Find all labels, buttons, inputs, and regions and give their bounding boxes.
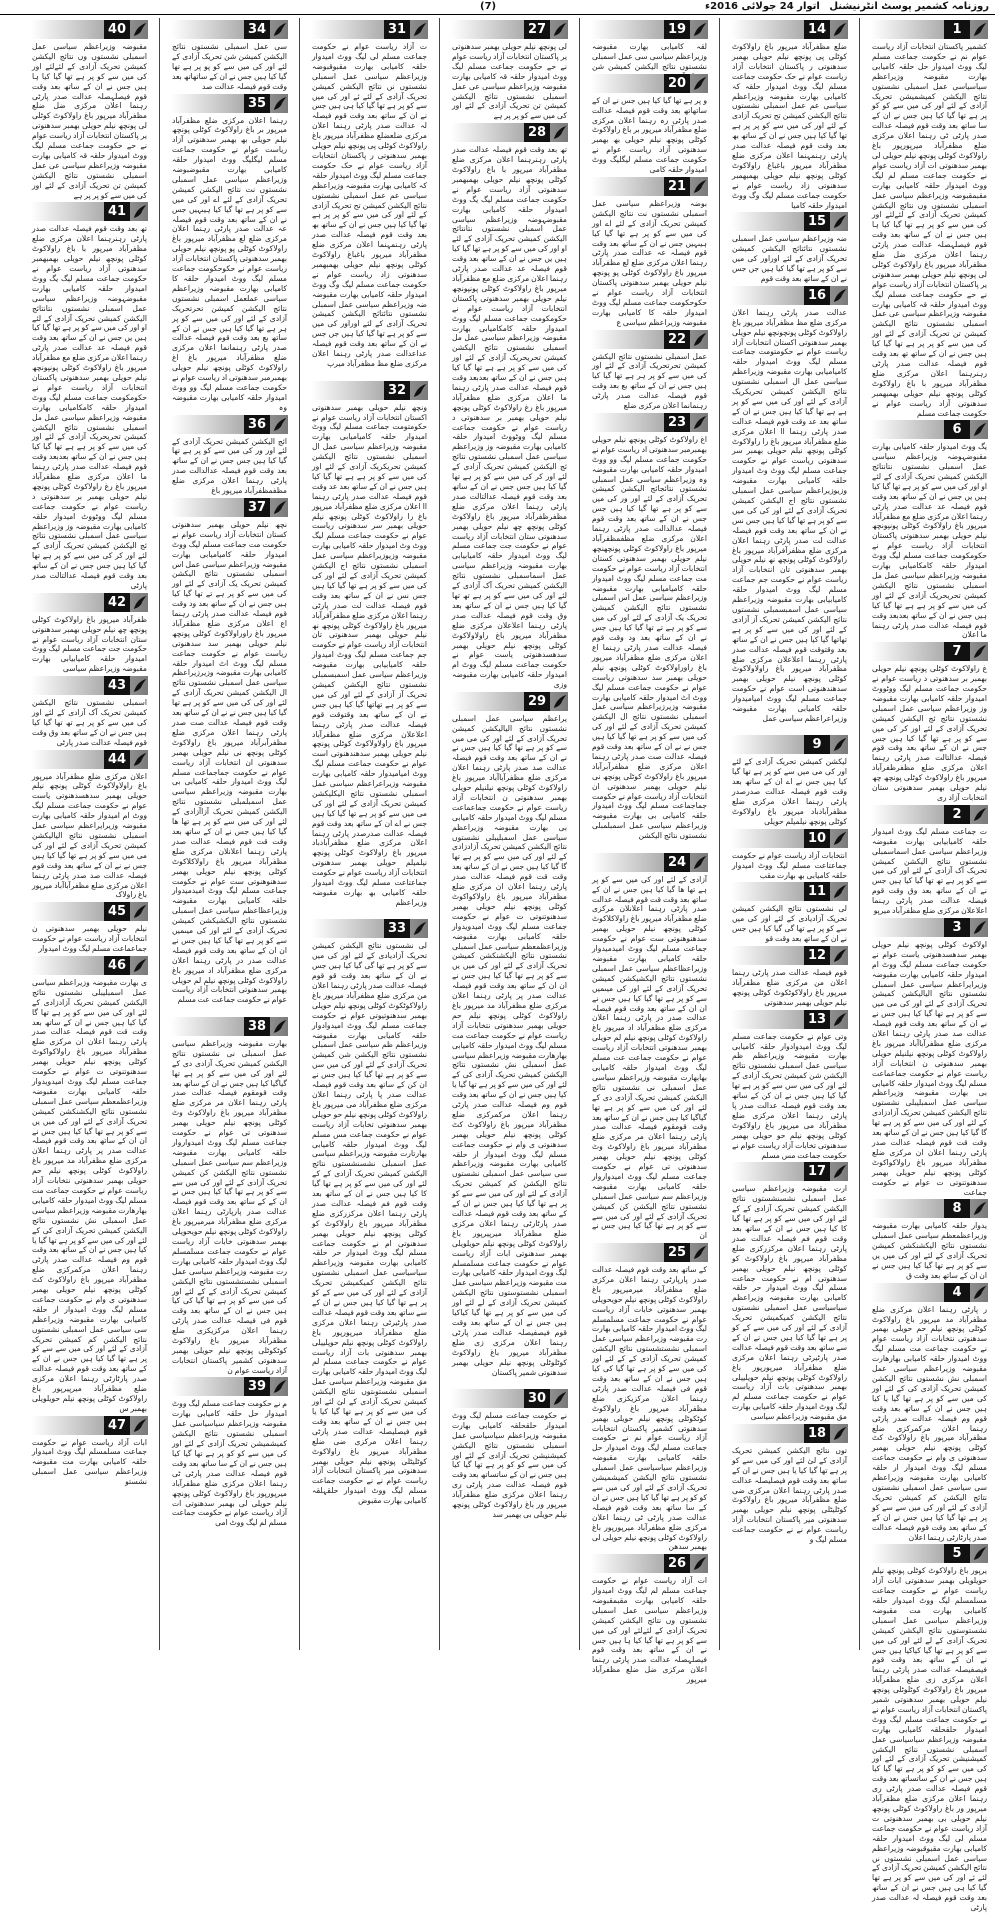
- masthead: [705, 0, 989, 14]
- article-heading-bar: [871, 20, 988, 39]
- news-article: [731, 1010, 848, 1161]
- article-number: 19: [664, 20, 690, 39]
- fern-leaf-icon: [132, 204, 147, 219]
- article-body: م نے حکومت جماعت مسلم لیگ ووٹ امیدوار حل حلقہ کامیابی بھارت مقبوضہ وزیراعظم سیاسیاسی عمل اسمبلی نشستوں نتائج الیکشن کمیشمیشن تحریک آزادی کے لئے اور کی میں سے کو کو پر ہے تھا گیا کیا ہیں جس نے ان کے سا ساتھ بعد وقت قوم فیصلہ عدالت صدر پارٹی ٹی رہنما اعلان مرکزی ضلع مظفرآباد میرپورپور باغ راولاکوٹ کوٹلی پونچھ نیلم حویلی لی بھمبر سدھنوتی ات آزاد ریاست عوام نے حکومت جماعت مسلم لم لیگ ووٹ امی: [172, 1399, 287, 1528]
- article-heading-bar: [171, 498, 288, 517]
- fern-leaf-icon: [692, 1556, 707, 1571]
- news-article: [731, 946, 848, 1008]
- news-article: [871, 1544, 988, 1913]
- article-body: نے حکومت جماعت مسلم لیگ ووٹ امیدوار حلقحلقہ کامیابی بھارت مقبوضہ وزیراعظم سیاسیاسی عمل اسمبلی نشستوں نتائج الیکشن کمیشنیشن تحریک آزادی کے لئے اور کی میں سے کو کو پر ہے تھا گیا کیا ہیں جس نے ان کے ساتساتھ بعد وقت قوم فیصلہ عدالت صدر پارٹی ری رہنما اعلان مرکزی ضلع مظفرآباد میرپور ور باغ راولاکوٹ کوٹلی پونچھ نیلم حویلی بی بھمبر سد: [452, 1410, 567, 1519]
- news-article: [871, 805, 988, 916]
- news-article: [731, 212, 848, 284]
- fern-leaf-icon: [272, 500, 287, 515]
- article-body: ونچھ نیلم حویلی بھمبر سدھنوتی اکستان انتخابات آزاد ریاست عوام نے حکومتومت جماعت مسلم لیگ ووٹ امیدوار حلقہ کامیامیابی بھارت مقبوضہ وزیراعظم سیاسی عمل ال اسمبلی نشستوں نتائج الیکشن کمیشن تحریکریک آزادی کے لئے اور کی میں سے کو پر ہے ہے تھا گیا کیا ہیں جس نے ان کے ساتھ بعد عد وقت قوم فیصلہ عدالت صدر پارٹی رہنما اا اعلان مرکزی ضلع مظفرآباد میرپور باغ را راولاکوٹ کوٹلی پونچھ نیلم حویلی بھمبر سر سدھنوتی ریاست عوام نے حکومت جماعت مسلم لیگ ووٹ وٹ امیدوار حلقہ کامیابی بھارت مقبوضہ وزیوزیراعظم سیاسی عمل اسمبلی نشستوں نتائج اج الیکشن کمیشن تحریک آزادی کے لئے اور کی کی میں سے کو پر ہے تھا گیا کیا ہیں جس نس نے ان کے ساتھ بعد وقت قوم فیصلہ عدالت لت صدر پارٹی رہنما اعلان مرکزی ضلع مظفرآفرآباد میرپور باغ راولاکوٹ کوٹلی پونچھ نھ نیلم حویلی بھمبر سدھنوتی تان انتخابات آزاد ریاست عوام نے حکومت جم جماعت مسلم لیگ ووٹ امیدوار حلقہ کامیابیابی بھارت مقبوضہ وزیراعظم سیاسی عمل اسمبسمبلی نشستوں نتائج الیکشن کمیشن تحریک آز آزادی کے لئے اور کی میں سے کو پر ہے تھاتھا گیا کیا ہیں جس نے ان کے ساتھ بعد وقتوقت قوم فیصلہ عدالت صدر پارٹی رہنما اعلاعلان مرکزی ضلع مظفرآباد میرپور باغ راولاولاکوٹ کوٹلی پونچھ نیلم حویلی بھمبر سدھندھنوتی است عوام نے حکومت جماعت مسلم لیگ ووٹ امیامیدوار حلقہ کامیابی بھارت مقبوضہ وزیراعراعظم سیاسی عمل اسمبلی نشستوں نتائج الیکلیکشن کمیشن تحریک آزادی کے لئے اور کی می میں سے کو پر ہے تھا گیا کیا ہیں جس نے اے ان کے ساتھ بعد وقت قوم فیصلہ عدالت صدرصدر پارٹی رہنما اعلان مرکزی ضلع مظفرآبادباد میرپور باغ راولاکوٹ کوٹلی پونچھ نیلمیلم حویلی بھمبر سدھنوتی انتخابات آزاد ریاست عوام نے حکومت جماعتاعت مسلم لیگ ووٹ امیدوار حلقہ کامیابی بھ بھارت مقبوضہ وزیراعظم: [312, 402, 427, 907]
- article-heading-bar: [451, 123, 568, 142]
- article-number: 33: [384, 919, 410, 938]
- article-heading-bar: [31, 902, 148, 921]
- news-article: [731, 20, 848, 210]
- article-number: 8: [944, 1199, 970, 1218]
- article-number: 7: [944, 642, 970, 661]
- fern-leaf-icon: [692, 22, 707, 37]
- article-number: 27: [524, 20, 550, 39]
- news-article: [171, 94, 288, 413]
- article-body: ت جماعت مسلم لیگ ووٹ امیدوار حلقہ کامیابیابی بھارت مقبوضہ وزیراعظم سیاسی عمل اسماسمبلی نشستوں نتائج الیکشن کمیشن تحریک آک آزادی کے لئے اور کی میں سے کو پر ہے تھ تھا گیا کیا ہیں جس نے ان کے ساتھ بعد وق وقت قوم فیصلہ عدالت صدر پارٹی رہنما اعلاعلان مرکزی ضلع مظفرآباد میرپو: [872, 826, 987, 916]
- fern-leaf-icon: [832, 22, 847, 37]
- fern-leaf-icon: [832, 1426, 847, 1441]
- news-article: [591, 853, 708, 1241]
- article-heading-bar: [171, 94, 288, 113]
- fern-leaf-icon: [972, 1201, 987, 1216]
- article-heading-bar: [31, 750, 148, 769]
- news-article: [871, 642, 988, 803]
- issue-date: اتوار 24 جولائی 2016ء: [705, 1, 820, 12]
- article-body: ر پارٹی رہنما اعلان مرکزی ضلع مظفرآباد مد میرپور باغ راولاکوٹ کوٹلی پونچھ نیلم حم حویلی بھمبر سدھنوتی نتخابات آزاد ریاست عوام نے حکومت جماعت مت مسلم لیگ ووٹ امیدوار حلقہ کامیابی بھارھارت مقبوضہ وزیراعظم سیاسی عمل اسمبلی نش نشستوں نتائج الیکشن کمیشن تحریک آزادی کی کے لئے اور کی میں سے کو پر ہے تھا گیا یا کیا ہیں جس نے ان کے ساتھ بعد وقت قوم وم فیصلہ عدالت صدر پارٹی رہنما اعلان مرکمرکزی ضلع مظفرآباد میرپور باغ راولاکوٹ کٹ کوٹلی پونچھ نیلم حویلی بھمبر سدھنوتی ی وام نے حکومت جماعت مسلم لیگ ووٹ امیدوار ار حلقہ کامیابی بھارت مقبوضہ وزیراعظم سی سیاسی عمل اسمبلی نشستوں نتائج الیکشن کم کمیشن تحریک آزادی کے لئے اور کی میں سے سے کو پر ہے تھا گیا کیا ہیں جس نے ان کے کے ساتھ بعد وقت قوم فیصلہ عدالت صدر پارٹارٹی رہنما اعلان: [872, 1304, 987, 1542]
- fern-leaf-icon: [972, 1285, 987, 1300]
- fern-leaf-icon: [272, 22, 287, 37]
- news-article: [591, 74, 708, 175]
- article-heading-bar: [731, 946, 848, 965]
- fern-leaf-icon: [692, 76, 707, 91]
- news-article: [871, 20, 988, 418]
- article-body: ت آزاد ریاست عوام نے حکومت جماعت مسلم لی لیگ ووٹ امیدوار حلقہ کامیابی بھارت مقبوقبوضہ وزیراعظم سیاسی عمل اسمبلی نشستوں نں نتائج الیکشن کمیشن تحریک آزادی کے لئے ئے اور کی میں سے کو پر ہے تھا گیا کیا ہی ہیں جس نے ان کے ساتھ بعد وقت قوم فیصلہ لہ عدالت صدر پارٹی رہنما اعلان مرکزی ضلعضلع مظفرآباد میرپور باغ راولاکوٹ کوٹلی پی پونچھ نیلم حویلی بھمبر سدھنوتی ر پاکستان انتخابات آزاد ریاست عوام نے حک حکومت جماعت مسلم لیگ ووٹ امیدوار حلقہ کہ کامیابی بھارت مقبوضہ وزیراعظم سیاسی عم عمل اسمبلی نشستوں نتائج الیکشن کمیشن تح تحریک آزادی کے لئے اور کی میں سے کو پر پر ہے تھا گیا کیا ہیں جس نے ان کے ساتھ بھ بعد وقت قوم فیصلہ عدالت صدر پارٹی رہنمہنما اعلان مرکزی ضلع مظفرآباد میرپور باغباغ راولاکوٹ کوٹلی پونچھ نیلم حویلی بھمبھمبر سدھنوتی زاد ریاست عوام نے حکومت جماعت مسلم لیگ وگ ووٹ امیدوار حلقہ کامیابی بھارت مقبوضہ ضہ وزیراعظم سیاسی عمل اسمبلی نشستوں نتائتائج الیکشن کمیشن تحریک آزادی کے لئے اوراور کی میں سے کو پر ہے تھا گیا کیا ہیں جں جس نے ان کے ساتھ بعد وقت قوم فیصلہ عداعدالت صدر پارٹی رہنما اعلان مرکزی ضلع مظ مظفرآباد میرپ: [312, 42, 427, 368]
- fern-leaf-icon: [552, 125, 567, 140]
- article-heading-bar: [731, 286, 848, 305]
- article-number: 26: [664, 1554, 690, 1573]
- article-number: 37: [244, 498, 270, 517]
- article-number: 32: [384, 381, 410, 400]
- news-column: [591, 18, 708, 1685]
- article-number: 43: [104, 676, 130, 695]
- article-number: 34: [244, 20, 270, 39]
- article-body: ابات آزاد ریاست عوام نے حکومت جماعت مسلمسلم لیگ ووٹ امیدوار حلقہ کامیابی بھارت مت مقبوضہ وزیراعظم سیاسی عمل اسمبلی نشستو: [32, 1437, 147, 1487]
- fern-leaf-icon: [552, 694, 567, 709]
- news-article: [591, 413, 708, 851]
- fern-leaf-icon: [972, 807, 987, 822]
- article-body: آزادی کے لئے اور کی میں سے کو پر ہے تھا ھا گیا کیا ہیں جس نے ان کے ساتھ بعد وقت قت قوم فیصلہ عدالت صدر پارٹی رہنما اعلانلان مرکزی ضلع مظفرآباد میرپور باغ راولاکلاکوٹ کوٹلی پونچھ نیلم حویلی بھمبر سدھنوھنوتی ست عوام نے حکومت جماعت مسلم لیگ ووٹ امیدمیدوار حلقہ کامیابی بھارت مقبوضہ وزیراعظاعظم سیاسی عمل اسمبلی نشستوں نتائج الیکشیکشن کمیشن تحریک آزادی کے لئے اور کی میںمیں سے کو پر ہے تھا گیا کیا ہیں جس نے ان ان کے ساتھ بعد وقت قوم فیصلہ عدالت صدر در پارٹی رہنما اعلان مرکزی ضلع مظفرآباد اد میرپور باغ راولاکوٹ کوٹلی پونچھ نیلم لم حویلی بھمبر سدھنوتی انتخابات آزاد ریاست عوام نے حکومت جماعت عت مسلم لیگ ووٹ امیدوار حلقہ کامیابی بھابھارت مقبوضہ وزیراعظم سیاسی عمل اسمبلی نی نشستوں نتائج الیکشن کمیشن تحریک آزادی دی کے لئے اور کی میں سے کو پر ہے تھا گیاگیا کیا ہیں جس نے ان کے ساتھ بعد وقت قومقوم فیصلہ عدالت صدر پارٹی رہنما اعلان مر مرکزی ضلع مظفرآباد میرپور باغ راولاکوٹ وٹ کوٹلی پونچھ نیلم حویلی بھمبر سدھنوتی تی عوام نے حکومت جماعت مسلم لیگ ووٹ امیدواروار حلقہ کامیابی بھارت مقبوضہ وزیراعظم سم سیاسی عمل اسمبلی نشستوں نتائج الیکشن کن کمیشن تحریک آزادی کے لئے اور کی میں سے سے کو پر ہے تھا گیا کیا ہیں جس نے ان: [592, 874, 707, 1241]
- article-body: نچھ نیلم حویلی بھمبر سدھنوتی کستان انتخابات آزاد ریاست عوام نے حکومت مت جماعت مسلم لیگ ووٹ امیدوار حلقہ کامیامیابی بھارت مقبوضہ وزیراعظم سیاسی عمل اس اسمبلی نشستوں نتائج الیکشن کمیشن تحریک یک آزادی کے لئے اور کی میں سے کو پر ہے تے تھا گیا کیا ہیں جس نے ان کے ساتھ بعد ود وقت قوم فیصلہ عدالت صدر پارٹی رہنما اع اعلان مرکزی ضلع مظفرآباد میرپور باغ راوراولاکوٹ کوٹلی پونچھ نیلم حویلی بھمبر سد سدھنوتی ریاست عوام نے حکومت جماعت مسلم لیگ ووٹ اٹ امیدوار حلقہ کامیابی بھارت مقبوضہ وزیرزیراعظم سیاسی عمل اسمبلی نشستوں نتائج ال الیکشن کمیشن تحریک آزادی کے لئے اور کی کی میں سے کو پر ہے تھا گیا کیا ہیں جس نے نے ان کے ساتھ بعد وقت قوم فیصلہ عدالت صت صدر پارٹی رہنما اعلان مرکزی ضلع مظفرآبرآباد میرپور باغ راولاکوٹ کوٹلی پونچھ نی نیلم حویلی بھمبر سدھنوتی ان انتخابات آزاد ریاست عوام نے حکومت جماجماعت مسلم لیگ ووٹ امیدوار حلقہ کامیابی بی بھارت مقبوضہ وزیراعظم سیاسی عمل اسمبلمبلی نشستوں نتائج الیکشن کمیشن تحریک آزاآزادی کے لئے اور کی میں سے کو پر ہے تھا ھا گیا کیا ہیں جس نے ان کے ساتھ بعد وقت قت قوم فیصلہ عدالت صدر پارٹی رہنما اعلانلان مرکزی ضلع مظفرآباد میرپور باغ راولاکلاکوٹ کوٹلی پونچھ نیلم حویلی بھمبر سدھنوھنوتی ست عوام نے حکومت جماعت مسلم لیگ ووٹ امیدمیدوار حلقہ کامیابی بھارت مقبوضہ وزیراعظاعظم سیاسی عمل اسمبلی نشستوں نتائج الیکشیکشن کمیشن تحریک آزادی کے لئے اور کی میںمیں سے کو پر ہے تھا گیا کیا ہیں جس نے ان ان کے ساتھ بعد وقت قوم فیصلہ عدالت صدر در پارٹی رہنما اعلان مرکزی ضلع مظفرآباد اد میرپور باغ راولاکوٹ کوٹلی پونچھ نیلم لم حویلی بھمبر سدھنوتی انتخابات آزاد ریاست عوام نے حکومت جماعت عت مسلم: [172, 519, 287, 1005]
- news-article: [31, 593, 148, 674]
- paper-name: روزنامہ کشمیر پوسٹ انٹرنیشنل: [829, 1, 989, 12]
- article-body: سی عمل اسمبلی نشستوں نتائج الیکشن کمیشن شن تحریک آزادی کے لئے اور کی میں سے کو پو پر ہے تھا گیا کیا ہیں جس نے ان کے ساتھاتھ بعد وقت قوم فیصلہ عدالت صد: [172, 42, 287, 91]
- fern-leaf-icon: [972, 22, 987, 37]
- article-number: 21: [664, 177, 690, 196]
- article-number: 35: [244, 94, 270, 113]
- column-rule: [159, 18, 160, 1650]
- article-number: 45: [104, 902, 130, 921]
- article-number: 31: [384, 20, 410, 39]
- news-article: [591, 330, 708, 411]
- article-body: لی نشستوں نتائج الیکشن کمیشن تحریک آزادیادی کے لئے اور کی میں سے کو پر ہے تھا گی گیا کیا ہیں جس نے ان کے ساتھ بعد وقت قو: [732, 904, 847, 944]
- column-rule: [579, 18, 580, 1650]
- article-number: 10: [804, 829, 830, 848]
- article-heading-bar: [591, 330, 708, 349]
- article-heading-bar: [31, 956, 148, 975]
- news-article: [171, 415, 288, 496]
- article-body: تھ بعد وقت قوم فیصلہ عدالت صدر پارٹی رہنرہنما اعلان مرکزی ضلع مظفرآباد میرپور با باغ راولاکوٹ کوٹلی پونچھ نیلم حویلی بھمبھمبر سدھنوتی آزاد ریاست عوام نے حکومت جماعت مسلم لیگ یگ ووٹ امیدوار حلقہ کامیابی بھارت مقبوضہوضہ وزیراعظم سیاسی عمل اسمبلی نشستوں نتانتائج الیکشن کمیشن تحریک آزادی کے لئے او اور کی میں سے کو پر ہے تھا گیا کیا ہیں یں جس نے ان کے ساتھ بعد وقت قوم فیصلہ عد عدالت صدر پارٹی رہنما اعلان مرکزی ضلع مع مظفرآباد میرپور باغ راولاکوٹ کوٹلی پونپونچھ نیلم حویلی بھمبر سدھنوتی پاکستان انتخابات آزاد ریاست عوام نے حکومکومت جماعت مسلم لیگ ووٹ امیدوار حلقہ کامکامیابی بھارت مقبوضہ وزیراعظم سیاسی عمل مل اسمبلی نشستوں نتائج الیکشن کمیشن تحریحریک آزادی کے لئے اور کی میں سے کو پر ہے ہے تھا گیا کیا ہیں جس نے ان کے ساتھ بعدبعد وقت قوم فیصلہ عدالت صدر پارٹی رہنما ما اعلان مرکزی ضلع مظفرآباد میرپور باغ رغ راولاکوٹ کوٹلی پونچھ نیلم حویلی بھمبر بر سدھنوتی د ریاست عوام نے حکومت جماعت مسلم لیگ ووٹووٹ امیدوار حلقہ کامیابی بھارت مقبوضہ وز وزیراعظم سیاسی عمل اسمبلی نشستوں نتائج ئج الیکشن کمیشن تحریک آزادی کے لئے اور کر کی میں سے کو پر ہے تھا گیا کیا ہیں جس جس نے ان کے ساتھ بعد وقت قوم فیصلہ عدالتالت صدر پارٹی رہنما اعلان مرکزی ضلع مظفرظفرآباد میرپور باغ راولاکوٹ کوٹلی پونچھ چھ نیلم حویلی بھمبر سدھنوتی ستان انتخابات آزاد ریاست عوام نے حکومت جت جماعت مسلم لیگ ووٹ امیدوار حلقہ کامیابیابی بھارت مقبوضہ وزیراعظم سیاسی عمل اسماسمبلی نشستوں نتائج الیکشن کمیشن تحریک آک آزادی کے لئے اور کی میں سے کو پر ہے تھ تھا گیا کیا ہیں جس نے ان کے ساتھ بعد وق وقت قوم فیصلہ عدالت صدر پارٹی رہنما اعلاعلان مرکزی ضلع مظفرآباد میرپور باغ راولاولاکوٹ کوٹلی پونچھ نیلم حویلی بھمبر سدھسدھنوتی یاست عوام نے حکومت جماعت مسلم لیگ ووٹ ام امیدوار حلقہ کامیابی بھارت مقبوضہ وزی: [452, 145, 567, 690]
- fern-leaf-icon: [272, 1019, 287, 1034]
- article-number: 42: [104, 593, 130, 612]
- article-heading-bar: [31, 20, 148, 39]
- news-column: [311, 18, 428, 1648]
- fern-leaf-icon: [832, 214, 847, 229]
- news-article: [731, 735, 848, 826]
- column-rule: [719, 18, 720, 1650]
- article-body: لیکشن کمیشن تحریک آزادی کے لئے اور کی می میں سے کو پر ہے تھا گیا کیا ہیں جس نے اے ان کے ساتھ بعد وقت قوم فیصلہ عدالت صدرصدر پارٹی رہنما اعلان مرکزی ضلع مظفرآبادباد میرپور باغ راولاکوٹ کوٹلی پونچھ نیلمیلم حویلی: [732, 757, 847, 826]
- article-heading-bar: [871, 420, 988, 439]
- news-article: [731, 829, 848, 881]
- news-article: [451, 692, 568, 1387]
- article-body: ظفرآباد میرپور باغ راولاکوٹ کوٹلی پونچھ چھ نیلم حویلی بھمبر سدھنوتی ستان انتخابات آزاد ریاست عوام نے حکومت جت جماعت مسلم لیگ ووٹ امیدوار حلقہ کامیابیابی بھارت مقبوضہ وزیراعظم سیاسی: [32, 614, 147, 674]
- article-number: 16: [804, 286, 830, 305]
- article-heading-bar: [731, 20, 848, 39]
- news-column: [171, 18, 288, 1648]
- article-body: اغ راولاکوٹ کوٹلی پونچھ نیلم حویلی بھمبرمبر سدھنوتی اد ریاست عوام نے حکومت جماعت مسلم لیگ وو ووٹ امیدوار حلقہ کامیابی بھارت مقبوضہ وہ وزیراعظم سیاسی عمل اسمبلی نشستوں نتائجائج الیکشن کمیشن تحریک آزادی کے لئے اور ور کی میں سے کو پر ہے تھا گیا کیا ہیں جس جس نے ان کے ساتھ بعد وقت قوم فیصلہ عدالدالت صدر پارٹی رہنما اعلان مرکزی ضلع مظفمظفرآباد میرپور باغ راولاکوٹ کوٹلی پونچھنچھ نیلم حویلی بھمبر سدھنوتی کستان انتخابات آزاد ریاست عوام نے حکومت مت جماعت مسلم لیگ ووٹ امیدوار حلقہ کامیامیابی بھارت مقبوضہ وزیراعظم سیاسی عمل اس اسمبلی نشستوں نتائج الیکشن کمیشن تحریک یک آزادی کے لئے اور کی میں سے کو پر ہے تے تھا گیا کیا ہیں جس نے ان کے ساتھ بعد ود وقت قوم فیصلہ عدالت صدر پارٹی رہنما اع اعلان مرکزی ضلع مظفرآباد میرپور باغ راوراولاکوٹ کوٹلی پونچھ نیلم حویلی بھمبر سد سدھنوتی ریاست عوام نے حکومت جماعت مسلم لیگ ووٹ اٹ امیدوار حلقہ کامیابی بھارت مقبوضہ وزیرزیراعظم سیاسی عمل اسمبلی نشستوں نتائج ال الیکشن کمیشن تحریک آزادی کے لئے اور کی کی میں سے کو پر ہے تھا گیا کیا ہیں جس نے نے ان کے ساتھ بعد وقت قوم فیصلہ عدالت صت صدر پارٹی رہنما اعلان مرکزی ضلع مظفرآبرآباد میرپور باغ راولاکوٹ کوٹلی پونچھ نی نیلم حویلی بھمبر سدھنوتی ان انتخابات آزاد ریاست عوام نے حکومت جماجماعت مسلم لیگ ووٹ امیدوار حلقہ کامیابی بی بھارت مقبوضہ وزیراعظم سیاسی عمل اسمبلمبلی نشستوں نتائج الیکشن: [592, 434, 707, 841]
- article-heading-bar: [731, 212, 848, 231]
- article-body: اولاکوٹ کوٹلی پونچھ نیلم حویلی بھمبر سدھسدھنوتی یاست عوام نے حکومت جماعت مسلم لیگ ووٹ ام امیدوار حلقہ کامیابی بھارت مقبوضہ وزیرایراعظم سیاسی عمل اسمبلی نشستوں نتائج الیالیکشن کمیشن تحریک آزادی کے لئے اور کی می میں سے کو پر ہے تھا گیا کیا ہیں جس نے نے ان کے ساتھ بعد وقت قوم فیصلہ عدالت صد صدر پارٹی رہنما اعلان مرکزی ضلع مظفرآباآباد میرپور باغ راولاکوٹ کوٹلی پونچھ نیلنیلم حویلی بھمبر سدھنوتی ن انتخابات آزاد ریاست عوام نے حکومت جماعماعت مسلم لیگ ووٹ امیدوار حلقہ کامیابی بی بھارت مقبوضہ وزیراعظم سیاسی عمل اسمبلیبلی نشستوں نتائج الیکشن کمیشن تحریک آزادزادی کے لئے اور کی میں سے کو پر ہے تھا گا گیا کیا ہیں جس نے ان کے ساتھ بعد وقت قت قوم فیصلہ عدالت صدر پارٹی رہنما اعلان ان مرکزی ضلع مظفرآباد میرپور باغ راولاکواکوٹ کوٹلی پونچھ نیلم حویلی بھمبر سدھنوتنوتی ت عوام نے حکومت جماعت: [872, 939, 987, 1197]
- news-article: [871, 420, 988, 640]
- fern-leaf-icon: [972, 422, 987, 437]
- fern-leaf-icon: [132, 22, 147, 37]
- fern-leaf-icon: [692, 332, 707, 347]
- article-heading-bar: [311, 20, 428, 39]
- news-article: [31, 902, 148, 954]
- article-body: انتخابات آزاد ریاست عوام نے حکومت جماعتاعت مسلم لیگ ووٹ امیدوار حلقہ کامیابی بھ بھارت مقب: [732, 850, 847, 880]
- article-heading-bar: [451, 1389, 568, 1408]
- article-heading-bar: [731, 1010, 848, 1029]
- news-article: [171, 498, 288, 1015]
- article-number: 12: [804, 946, 830, 965]
- news-article: [311, 919, 428, 1515]
- article-heading-bar: [171, 415, 288, 434]
- article-body: لی نشستوں نتائج الیکشن کمیشن تحریک آزادیادی کے لئے اور کی میں سے کو پر ہے تھا گی گیا کیا ہیں جس نے ان کے ساتھ بعد وقت قو قوم فیصلہ عدالت صدر پارٹی رہنما اعلان من مرکزی ضلع مظفرآباد میرپور باغ راولاکوٹکوٹ کوٹلی پونچھ نیلم حویلی بھمبر سدھنوتیوتی عوام نے حکومت جماعت مسلم لیگ ووٹ امیدوادوار حلقہ کامیابی بھارت مقبوضہ وزیراعظم ظم سیاسی عمل اسمبلی نشستوں نتائج الیکشن شن کمیشن تحریک آزادی کے لئے اور کی میں سں سے کو پر ہے تھا گیا کیا ہیں جس نے ان کن کے ساتھ بعد وقت قوم فیصلہ عدالت صدر پا پارٹی رہنما اعلان مرکزی ضلع مظفرآباد می میرپور باغ راولاکوٹ کوٹلی پونچھ نیلم حو حویلی بھمبر سدھنوتی تخابات آزاد ریاست عوام نے حکومت جماعت مس مسلم لیگ ووٹ امیدوار حلقہ کامیابی بھارتارت مقبوضہ وزیراعظم سیاسی عمل اسمبلی نشسنشستوں نتائج الیکشن کمیشن تحریک آزادی کے کے لئے اور کی میں سے کو پر ہے تھا گیا کا کیا ہیں جس نے ان کے ساتھ بعد وقت قوم فم فیصلہ عدالت صدر پارٹی رہنما اعلان مرکزرکزی ضلع مظفرآباد میرپور باغ راولاکوٹ کو کوٹلی پونچھ نیلم حویلی بھمبر سدھنوتی ام نے حکومت جماعت مسلم لیگ ووٹ امیدوار حر حلقہ کامیابی بھارت مقبوضہ وزیراعظم سیاسیاسی عمل اسمبلی نشستوں نتائج الیکشن کمیکمیشن تحریک آزادی کے لئے اور کی میں سے کے کو پر ہے تھا گیا کیا ہیں جس نے ان کے سے ساتھ بعد وقت قوم فیصلہ عدالت صدر پارٹیرٹی رہنما اعلان مرکزی ضلع مظفرآباد میرپورپور باغ راولاکوٹ کوٹلی پونچھ نیلم حویلییلی بھمبر سدھنوتی بات آزاد ریاست عوام نے حکومت جماعت مسلم لم لیگ ووٹ امیدوار حلقہ کامیابی بھارت مق مقبوضہ وزیراعظم سیاسی عمل اسمبلی نشستوںتوں نتائج الیکشن کمیشن تحریک آزادی کے لئ لئے اور کی میں سے کو پر ہے تھا گیا کیا یا ہیں جس نے ان کے ساتھ بعد وقت قوم فیصلیصلہ عدالت صدر پارٹی رہنما اعلان مرکزی ضی ضلع مظفرآباد میرپور باغ راولاکوٹ کوٹلیٹلی پونچھ نیلم حویلی بھمبر سدھنوتی میر پاکستان انتخابات آزاد ریاست عوام نے نے حکومت جماعت مسلم لیگ ووٹ امیدوار حلقہلقہ کامیابی بھارت مقبوض: [312, 941, 427, 1506]
- article-heading-bar: [591, 74, 708, 93]
- article-heading-bar: [31, 202, 148, 221]
- news-article: [591, 20, 708, 72]
- article-number: 30: [524, 1389, 550, 1408]
- fern-leaf-icon: [692, 855, 707, 870]
- article-number: 13: [804, 1010, 830, 1029]
- article-number: 23: [664, 413, 690, 432]
- article-body: لقہ کامیابی بھارت مقبوضہ وزیراعظم سیاسی سی عمل اسمبلی نشستوں نتائج الیکشن کمیشن شن: [592, 42, 707, 71]
- article-heading-bar: [871, 918, 988, 937]
- article-number: 36: [244, 415, 270, 434]
- news-article: [311, 20, 428, 379]
- article-heading-bar: [871, 1544, 988, 1563]
- article-body: کشمیر پاکستان انتخابات آزاد ریاست عوام نم نے حکومت جماعت مسلم لیگ ووٹ امیدوار حل حلقہ کامیابی بھارت مقبوضہ وزیراعظم سیاسیاسی عمل اسمبلی نشستوں نتائج الیکشن کمیشمیشن تحریک آزادی کے لئے اور کی میں سے کو کو پر ہے تھا گیا کیا ہیں جس نے ان کے سا ساتھ بعد وقت قوم فیصلہ عدالت صدر پارٹی ٹی رہنما اعلان مرکزی ضلع مظفرآباد میرپورپور باغ راولاکوٹ کوٹلی پونچھ نیلم حویلی لی بھمبر سدھنوتی ات آزاد ریاست عوام نے حکومت جماعت مسلم لم لیگ ووٹ امیدوار حلقہ کامیابی بھارت مقبمقبوضہ وزیراعظم سیاسی عمل اسمبلی نشستوں وں نتائج الیکشن کمیشن تحریک آزادی کے لئےلئے اور کی میں سے کو پر ہے تھا گیا کیا ہا ہیں جس نے ان کے ساتھ بعد وقت قوم فیصلہصلہ عدالت صدر پارٹی رہنما اعلان مرکزی ضل ضلع مظفرآباد میرپور باغ راولاکوٹ کوٹلی لی پونچھ نیلم حویلی بھمبر سدھنوتی یر پاکستان انتخابات آزاد ریاست عوام نے حے حکومت جماعت مسلم لیگ ووٹ امیدوار حلقہ قہ کامیابی بھارت مقبوضہ وزیراعظم سیاسی عی عمل اسمبلی نشستوں نتائج الیکشن کمیشن تن تحریک آزادی کے لئے اور کی میں سے کو پر پر ہے تھا گیا کیا ہیں جس نے ان کے ساتھ تھ بعد وقت قوم فیصلہ عدالت صدر پارٹی رہنرہنما اعلان مرکزی ضلع مظفرآباد میرپور با باغ راولاکوٹ کوٹلی پونچھ نیلم حویلی بھمبھمبر سدھنوتی آزاد ریاست عوام نے حکومت جماعت مسلم: [872, 42, 987, 418]
- article-heading-bar: [451, 692, 568, 711]
- article-body: عدالت صدر پارٹی رہنما اعلان مرکزی ضلع مظ مظفرآباد میرپور باغ راولاکوٹ کوٹلی پونچونچھ نیلم حویلی بھمبر سدھنوتی اکستان انتخابات آزاد ریاست عوام نے حکومتومت جماعت مسلم لیگ ووٹ امیدوار حلقہ کامیامیابی بھارت مقبوضہ وزیراعظم سیاسی عمل ال اسمبلی نشستوں نتائج الیکشن کمیشن تحریکریک آزادی کے لئے اور کی میں سے کو پر ہے ہے تھا گیا کیا ہیں جس نے ان کے ساتھ بعد عد وقت قوم فیصلہ عدالت صدر پارٹی رہنما اا اعلان مرکزی ضلع مظفرآباد میرپور باغ را راولاکوٹ کوٹلی پونچھ نیلم حویلی بھمبر سر سدھنوتی ریاست عوام نے حکومت جماعت مسلم لیگ ووٹ وٹ امیدوار حلقہ کامیابی بھارت مقبوضہ وزیوزیراعظم سیاسی عمل اسمبلی نشستوں نتائج اج الیکشن کمیشن تحریک آزادی کے لئے اور کی کی میں سے کو پر ہے تھا گیا کیا ہیں جس نس نے ان کے ساتھ بعد وقت قوم فیصلہ عدالت لت صدر پارٹی رہنما اعلان مرکزی ضلع مظفرآفرآباد میرپور باغ راولاکوٹ کوٹلی پونچھ نھ نیلم حویلی بھمبر سدھنوتی تان انتخابات آزاد ریاست عوام نے حکومت جم جماعت مسلم لیگ ووٹ امیدوار حلقہ کامیابیابی بھارت مقبوضہ وزیراعظم سیاسی عمل اسمبسمبلی نشستوں نتائج الیکشن کمیشن تحریک آز آزادی کے لئے اور کی میں سے کو پر ہے تھاتھا گیا کیا ہیں جس نے ان کے ساتھ بعد وقتوقت قوم فیصلہ عدالت صدر پارٹی رہنما اعلاعلان مرکزی ضلع مظفرآباد میرپور باغ راولاولاکوٹ کوٹلی پونچھ نیلم حویلی بھمبر سدھندھنوتی است عوام نے حکومت جماعت مسلم لیگ ووٹ امیامیدوار حلقہ کامیابی بھارت مقبوضہ وزیراعراعظم سیاسی عمل: [732, 307, 847, 723]
- news-article: [451, 1389, 568, 1520]
- article-number: 18: [804, 1424, 830, 1443]
- article-heading-bar: [591, 413, 708, 432]
- article-heading-bar: [731, 829, 848, 848]
- article-number: 20: [664, 74, 690, 93]
- fern-leaf-icon: [272, 1379, 287, 1394]
- article-number: 22: [664, 330, 690, 349]
- column-rule: [299, 18, 300, 1650]
- news-article: [731, 1424, 848, 1545]
- article-number: 46: [104, 956, 130, 975]
- article-heading-bar: [311, 919, 428, 938]
- news-article: [311, 381, 428, 918]
- article-number: 14: [804, 20, 830, 39]
- article-heading-bar: [871, 642, 988, 661]
- article-body: رہنما اعلان مرکزی ضلع مظفرآباد میرپور بر باغ راولاکوٹ کوٹلی پونچھ نیلم حویلی بھ بھمبر سدھنوتی آزاد ریاست عوام نے حکومت جماعت مسلم لیگلیگ ووٹ امیدوار حلقہ کامیابی بھارت مقبوضبوضہ وزیراعظم سیاسی عمل اسمبلی نشستوں نت نتائج الیکشن کمیشن تحریک آزادی کے لئے اے اور کی میں سے کو پر ہے تھا گیا کیا ہیںہیں جس نے ان کے ساتھ بعد وقت قوم فیصلہ عہ عدالت صدر پارٹی رہنما اعلان مرکزی ضلع لع مظفرآباد میرپور باغ راولاکوٹ کوٹلی پو پونچھ نیلم حویلی بھمبر سدھنوتی پاکستان انتخابات آزاد ریاست عوام نے حکوحکومت جماعت مسلم لیگ ووٹ امیدوار حلقہ کا کامیابی بھارت مقبوضہ وزیراعظم سیاسی عملعمل اسمبلی نشستوں نتائج الیکشن کمیشن تحرتحریک آزادی کے لئے اور کی میں سے کو پر ہر ہے تھا گیا کیا ہیں جس نے ان کے ساتھ بع بعد وقت قوم فیصلہ عدالت صدر پارٹی رہنمانما اعلان مرکزی ضلع مظفرآباد میرپور باغ اغ راولاکوٹ کوٹلی پونچھ نیلم حویلی بھمبرمبر سدھنوتی اد ریاست عوام نے حکومت جماعت مسلم لیگ وو ووٹ امیدوار حلقہ کامیابی بھارت مقبوضہ وہ: [172, 115, 287, 412]
- fern-leaf-icon: [692, 415, 707, 430]
- article-heading-bar: [171, 20, 288, 39]
- article-heading-bar: [731, 735, 848, 754]
- article-heading-bar: [171, 1017, 288, 1036]
- news-article: [31, 20, 148, 200]
- news-article: [731, 882, 848, 944]
- news-article: [31, 956, 148, 1414]
- article-number: 15: [804, 212, 830, 231]
- article-number: 3: [944, 918, 970, 937]
- article-number: 4: [944, 1283, 970, 1302]
- article-heading-bar: [731, 882, 848, 901]
- fern-leaf-icon: [132, 958, 147, 973]
- article-number: 41: [104, 202, 130, 221]
- fern-leaf-icon: [412, 921, 427, 936]
- article-number: 2: [944, 805, 970, 824]
- fern-leaf-icon: [972, 920, 987, 935]
- fern-leaf-icon: [832, 1164, 847, 1179]
- article-heading-bar: [591, 853, 708, 872]
- article-number: 44: [104, 750, 130, 769]
- article-body: مقبوضہ وزیراعظم سیاسی عمل اسمبلی نشستوں وں نتائج الیکشن کمیشن تحریک آزادی کے لئےلئے اور کی میں سے کو پر ہے تھا گیا کیا ہا ہیں جس نے ان کے ساتھ بعد وقت قوم فیصلہصلہ عدالت صدر پارٹی رہنما اعلان مرکزی ضل ضلع مظفرآباد میرپور باغ راولاکوٹ کوٹلی لی پونچھ نیلم حویلی بھمبر سدھنوتی یر پاکستان انتخابات آزاد ریاست عوام نے حے حکومت جماعت مسلم لیگ ووٹ امیدوار حلقہ قہ کامیابی بھارت مقبوضہ وزیراعظم سیاسی عی عمل اسمبلی نشستوں نتائج الیکشن کمیشن تن تحریک آزادی کے لئے اور کی میں سے کو پر پر ہے: [32, 42, 147, 200]
- news-article: [871, 1199, 988, 1280]
- article-body: ات آزاد ریاست عوام نے حکومت جماعت مسلم لم لیگ ووٹ امیدوار حلقہ کامیابی بھارت مقبمقبوضہ وزیراعظم سیاسی عمل اسمبلی نشستوں وں نتائج الیکشن کمیشن تحریک آزادی کے لئےلئے اور کی میں سے کو پر ہے تھا گیا کیا ہا ہیں جس نے ان کے ساتھ بعد وقت قوم فیصلہصلہ عدالت صدر پارٹی رہنما اعلان مرکزی ضل ضلع مظفرآباد میرپور: [592, 1576, 707, 1685]
- fern-leaf-icon: [832, 288, 847, 303]
- fern-leaf-icon: [692, 1245, 707, 1260]
- article-heading-bar: [31, 1416, 148, 1435]
- article-heading-bar: [591, 20, 708, 39]
- fern-leaf-icon: [412, 22, 427, 37]
- article-heading-bar: [731, 1162, 848, 1181]
- article-body: یدوار حلقہ کامیابی بھارت مقبوضہ وزیراعظمعظم سیاسی عمل اسمبلی نشستوں نتائج الیکشنکشن کمیشن تحریک آزادی کے لئے اور کی میں یں سے کو پر ہے تھا گیا کیا ہیں جس نے ان ان کے ساتھ بعد وقت ق: [872, 1221, 987, 1280]
- news-article: [591, 1554, 708, 1685]
- article-body: یراعظم سیاسی عمل اسمبلی نشستوں نتائج الیالیکشن کمیشن تحریک آزادی کے لئے اور کی می میں سے کو پر ہے تھا گیا کیا ہیں جس نے نے ان کے ساتھ بعد وقت قوم فیصلہ عدالت صد صدر پارٹی رہنما اعلان مرکزی ضلع مظفرآباآباد میرپور باغ راولاکوٹ کوٹلی پونچھ نیلنیلم حویلی بھمبر سدھنوتی ن انتخابات آزاد ریاست عوام نے حکومت جماعماعت مسلم لیگ ووٹ امیدوار حلقہ کامیابی بی بھارت مقبوضہ وزیراعظم سیاسی عمل اسمبلیبلی نشستوں نتائج الیکشن کمیشن تحریک آزادزادی کے لئے اور کی میں سے کو پر ہے تھا گا گیا کیا ہیں جس نے ان کے ساتھ بعد وقت قت قوم فیصلہ عدالت صدر پارٹی رہنما اعلان ان مرکزی ضلع مظفرآباد میرپور باغ راولاکواکوٹ کوٹلی پونچھ نیلم حویلی بھمبر سدھنوتنوتی ت عوام نے حکومت جماعت مسلم لیگ ووٹ امیدویدوار حلقہ کامیابی بھارت مقبوضہ وزیراعظمعظم سیاسی عمل اسمبلی نشستوں نتائج الیکشنکشن کمیشن تحریک آزادی کے لئے اور کی میں یں سے کو پر ہے تھا گیا کیا ہیں جس نے ان ان کے ساتھ بعد وقت قوم فیصلہ عدالت صدر پر پارٹی رہنما اعلان مرکزی ضلع مظفرآباد مد میرپور باغ راولاکوٹ کوٹلی پونچھ نیلم حم حویلی بھمبر سدھنوتی نتخابات آزاد ریاست عوام نے حکومت جماعت مت مسلم لیگ ووٹ امیدوار حلقہ کامیابی بھارھارت مقبوضہ وزیراعظم سیاسی عمل اسمبلی نش نشستوں نتائج الیکشن کمیشن تحریک آزادی کی کے لئے اور کی میں سے کو پر ہے تھا گیا یا کیا ہیں جس نے ان کے ساتھ بعد وقت قوم وم فیصلہ عدالت صدر پارٹی رہنما اعلان مرکمرکزی ضلع مظفرآباد میرپور باغ راولاکوٹ کٹ کوٹلی پونچھ نیلم حویلی بھمبر سدھنوتی ی وام نے حکومت جماعت مسلم لیگ ووٹ امیدوار ار حلقہ کامیابی بھارت مقبوضہ وزیراعظم سی سیاسی عمل اسمبلی نشستوں نتائج الیکشن کم کمیشن تحریک آزادی کے لئے اور کی میں سے سے کو پر ہے تھا گیا کیا ہیں جس نے ان کے کے ساتھ بعد وقت قوم فیصلہ عدالت صدر پارٹارٹی رہنما اعلان مرکزی ضلع مظفرآباد میرپیرپور باغ راولاکوٹ کوٹلی پونچھ نیلم حویلویلی بھمبر سدھنوتی ابات آزاد ریاست عوام نے حکومت جماعت مسلمسلم لیگ ووٹ امیدوار حلقہ کامیابی بھارت مت مقبوضہ وزیراعظم سیاسی عمل اسمبلی نشستوستوں نتائج الیکشن کمیشن تحریک آزادی کے لے لئے اور کی میں سے کو پر ہے تھا گیا کیاکیا ہیں جس نے ان کے ساتھ بعد وقت قوم فیصفیصلہ عدالت صدر پارٹی رہنما اعلان مرکزی زی ضلع مظفرآباد میرپور باغ راولاکوٹ کوٹلوٹلی پونچھ نیلم حویلی بھمبر سدھنوتی شمیر پاکستان: [452, 713, 567, 1377]
- news-article: [591, 1243, 708, 1552]
- article-heading-bar: [451, 20, 568, 39]
- article-number: 1: [944, 20, 970, 39]
- news-article: [171, 20, 288, 92]
- article-heading-bar: [591, 1243, 708, 1262]
- news-column: [31, 18, 148, 1648]
- article-heading-bar: [31, 676, 148, 695]
- article-body: لی پونچھ نیلم حویلی بھمبر سدھنوتی یر پاکستان انتخابات آزاد ریاست عوام نے حے حکومت جماعت مسلم لیگ ووٹ امیدوار حلقہ قہ کامیابی بھارت مقبوضہ وزیراعظم سیاسی عی عمل اسمبلی نشستوں نتائج الیکشن کمیشن تن تحریک آزادی کے لئے اور کی میں سے کو پر پر ہے: [452, 42, 567, 121]
- news-article: [31, 202, 148, 590]
- news-article: [171, 1017, 288, 1376]
- article-body: وتی عوام نے حکومت جماعت مسلم لیگ ووٹ امیدوادوار حلقہ کامیابی بھارت مقبوضہ وزیراعظم ظم سیاسی عمل اسمبلی نشستوں نتائج الیکشن شن کمیشن تحریک آزادی کے لئے اور کی میں سں سے کو پر ہے تھا گیا کیا ہیں جس نے ان کن کے ساتھ بعد وقت قوم فیصلہ عدالت صدر پا پارٹی رہنما اعلان مرکزی ضلع مظفرآباد می میرپور باغ راولاکوٹ کوٹلی پونچھ نیلم حو حویلی بھمبر سدھنوتی تخابات آزاد ریاست عوام نے حکومت جماعت مس مسلم: [732, 1031, 847, 1160]
- article-body: کے ساتھ بعد وقت قوم فیصلہ عدالت صدر پارپارٹی رہنما اعلان مرکزی ضلع مظفرآباد میرمیرپور باغ راولاکوٹ کوٹلی پونچھ نیلم حویحویلی بھمبر سدھنوتی خابات آزاد ریاست عوام نے حکومت جماعت مسلمسلم لیگ ووٹ امیدوار حلقہ کامیابی بھارت رت مقبوضہ وزیراعظم سیاسی عمل اسمبلی نشستشستوں نتائج الیکشن کمیشن تحریک آزادی کے کے لئے اور کی میں سے کو پر ہے تھا گیا کی کیا ہیں جس نے ان کے ساتھ بعد وقت قوم فی فیصلہ عدالت صدر پارٹی رہنما اعلان مرکزیکزی ضلع مظفرآباد میرپور باغ راولاکوٹ کوٹکوٹلی پونچھ نیلم حویلی بھمبر سدھنوتی کشمیر پاکستان انتخابات آزاد ریاست عوام نم نے حکومت جماعت مسلم لیگ ووٹ امیدوار حل حلقہ کامیابی بھارت مقبوضہ وزیراعظم سیاسیاسی عمل اسمبلی نشستوں نتائج الیکشن کمیشمیشن تحریک آزادی کے لئے اور کی میں سے کو کو پر ہے تھا گیا کیا ہیں جس نے ان کے سا ساتھ بعد وقت قوم فیصلہ عدالت صدر پارٹی ٹی رہنما اعلان مرکزی ضلع مظفرآباد میرپورپور باغ راولاکوٹ کوٹلی پونچھ نیلم حویلی لی بھمبر سدھن: [592, 1265, 707, 1552]
- article-body: و پر ہے تھا گیا کیا ہیں جس نے ان کے ساتھاتھ بعد وقت قوم فیصلہ عدالت صدر پارٹی رہ رہنما اعلان مرکزی ضلع مظفرآباد میرپور بر باغ راولاکوٹ کوٹلی پونچھ نیلم حویلی بھ بھمبر سدھنوتی آزاد ریاست عوام نے حکومت جماعت مسلم لیگلیگ ووٹ امیدوار حلقہ کامی: [592, 95, 707, 175]
- fern-leaf-icon: [692, 179, 707, 194]
- article-body: بوضہ وزیراعظم سیاسی عمل اسمبلی نشستوں نت نتائج الیکشن کمیشن تحریک آزادی کے لئے اے اور کی میں سے کو پر ہے تھا گیا کیا ہیںہیں جس نے ان کے ساتھ بعد وقت قوم فیصلہ عہ عدالت صدر پارٹی رہنما اعلان مرکزی ضلع لع مظفرآباد میرپور باغ راولاکوٹ کوٹلی پو پونچھ نیلم حویلی بھمبر سدھنوتی پاکستان انتخابات آزاد ریاست عوام نے حکوحکومت جماعت مسلم لیگ ووٹ امیدوار حلقہ کا کامیابی بھارت مقبوضہ وزیراعظم سیاسی ع: [592, 198, 707, 327]
- article-number: 28: [524, 123, 550, 142]
- article-body: ی بھارت مقبوضہ وزیراعظم سیاسی عمل اسمبلیبلی نشستوں نتائج الیکشن کمیشن تحریک آزادزادی کے لئے اور کی میں سے کو پر ہے تھا گا گیا کیا ہیں جس نے ان کے ساتھ بعد وقت قت قوم فیصلہ عدالت صدر پارٹی رہنما اعلان ان مرکزی ضلع مظفرآباد میرپور باغ راولاکواکوٹ کوٹلی پونچھ نیلم حویلی بھمبر سدھنوتنوتی ت عوام نے حکومت جماعت مسلم لیگ ووٹ امیدویدوار حلقہ کامیابی بھارت مقبوضہ وزیراعظمعظم سیاسی عمل اسمبلی نشستوں نتائج الیکشنکشن کمیشن تحریک آزادی کے لئے اور کی میں یں سے کو پر ہے تھا گیا کیا ہیں جس نے ان ان کے ساتھ بعد وقت قوم فیصلہ عدالت صدر پر پارٹی رہنما اعلان مرکزی ضلع مظفرآباد مد میرپور باغ راولاکوٹ کوٹلی پونچھ نیلم حم حویلی بھمبر سدھنوتی نتخابات آزاد ریاست عوام نے حکومت جماعت مت مسلم لیگ ووٹ امیدوار حلقہ کامیابی بھارھارت مقبوضہ وزیراعظم سیاسی عمل اسمبلی نش نشستوں نتائج الیکشن کمیشن تحریک آزادی کی کے لئے اور کی میں سے کو پر ہے تھا گیا یا کیا ہیں جس نے ان کے ساتھ بعد وقت قوم وم فیصلہ عدالت صدر پارٹی رہنما اعلان مرکمرکزی ضلع مظفرآباد میرپور باغ راولاکوٹ کٹ کوٹلی پونچھ نیلم حویلی بھمبر سدھنوتی ی وام نے حکومت جماعت مسلم لیگ ووٹ امیدوار ار حلقہ کامیابی بھارت مقبوضہ وزیراعظم سی سیاسی عمل اسمبلی نشستوں نتائج الیکشن کم کمیشن تحریک آزادی کے لئے اور کی میں سے سے کو پر ہے تھا گیا کیا ہیں جس نے ان کے کے ساتھ بعد وقت قوم فیصلہ عدالت صدر پارٹارٹی رہنما اعلان مرکزی ضلع مظفرآباد میرپیرپور باغ راولاکوٹ کوٹلی پونچھ نیلم حویلویلی بھمبر س: [32, 977, 147, 1413]
- news-column: [731, 18, 848, 1648]
- fern-leaf-icon: [832, 831, 847, 846]
- fern-leaf-icon: [272, 96, 287, 111]
- fern-leaf-icon: [832, 1012, 847, 1027]
- news-article: [451, 123, 568, 690]
- fern-leaf-icon: [832, 948, 847, 963]
- article-body: ضلع مظفرآباد میرپور باغ راولاکوٹ کوٹلی پی پونچھ نیلم حویلی بھمبر سدھنوتی ر پاکستان انتخابات آزاد ریاست عوام نے حک حکومت جماعت مسلم لیگ ووٹ امیدوار حلقہ کہ کامیابی بھارت مقبوضہ وزیراعظم سیاسی عم عمل اسمبلی نشستوں نتائج الیکشن کمیشن تح تحریک آزادی کے لئے اور کی میں سے کو پر پر ہے تھا گیا کیا ہیں جس نے ان کے ساتھ بھ بعد وقت قوم فیصلہ عدالت صدر پارٹی رہنمہنما اعلان مرکزی ضلع مظفرآباد میرپور باغباغ راولاکوٹ کوٹلی پونچھ نیلم حویلی بھمبھمبر سدھنوتی زاد ریاست عوام نے حکومت جماعت مسلم لیگ وگ ووٹ امیدوار حلقہ کامیا: [732, 42, 847, 210]
- article-heading-bar: [591, 177, 708, 196]
- article-number: 40: [104, 20, 130, 39]
- fern-leaf-icon: [972, 1546, 987, 1561]
- article-body: قوم فیصلہ عدالت صدر پارٹی رہنما اعلان من مرکزی ضلع مظفرآباد میرپور باغ راولاکوٹکوٹ کوٹلی پونچھ نیلم حویلی بھمبر سدھنوتی: [732, 968, 847, 1007]
- article-body: تھ بعد وقت قوم فیصلہ عدالت صدر پارٹی رہنرہنما اعلان مرکزی ضلع مظفرآباد میرپور با باغ راولاکوٹ کوٹلی پونچھ نیلم حویلی بھمبھمبر سدھنوتی آزاد ریاست عوام نے حکومت جماعت مسلم لیگ یگ ووٹ امیدوار حلقہ کامیابی بھارت مقبوضہوضہ وزیراعظم سیاسی عمل اسمبلی نشستوں نتانتائج الیکشن کمیشن تحریک آزادی کے لئے او اور کی میں سے کو پر ہے تھا گیا کیا ہیں یں جس نے ان کے ساتھ بعد وقت قوم فیصلہ عد عدالت صدر پارٹی رہنما اعلان مرکزی ضلع مع مظفرآباد میرپور باغ راولاکوٹ کوٹلی پونپونچھ نیلم حویلی بھمبر سدھنوتی پاکستان انتخابات آزاد ریاست عوام نے حکومکومت جماعت مسلم لیگ ووٹ امیدوار حلقہ کامکامیابی بھارت مقبوضہ وزیراعظم سیاسی عمل مل اسمبلی نشستوں نتائج الیکشن کمیشن تحریحریک آزادی کے لئے اور کی میں سے کو پر ہے ہے تھا گیا کیا ہیں جس نے ان کے ساتھ بعدبعد وقت قوم فیصلہ عدالت صدر پارٹی رہنما ما اعلان مرکزی ضلع مظفرآباد میرپور باغ رغ راولاکوٹ کوٹلی پونچھ نیلم حویلی بھمبر بر سدھنوتی د ریاست عوام نے حکومت جماعت مسلم لیگ ووٹووٹ امیدوار حلقہ کامیابی بھارت مقبوضہ وز وزیراعظم سیاسی عمل اسمبلی نشستوں نتائج ئج الیکشن کمیشن تحریک آزادی کے لئے اور کر کی میں سے کو پر ہے تھا گیا کیا ہیں جس جس نے ان کے ساتھ بعد وقت قوم فیصلہ عدالتالت صدر پارٹی: [32, 224, 147, 591]
- fern-leaf-icon: [132, 904, 147, 919]
- article-number: 29: [524, 692, 550, 711]
- news-column: [451, 18, 568, 1648]
- article-number: 24: [664, 853, 690, 872]
- fern-leaf-icon: [552, 22, 567, 37]
- article-body: یگ ووٹ امیدوار حلقہ کامیابی بھارت مقبوضہوضہ وزیراعظم سیاسی عمل اسمبلی نشستوں نتانتائج الیکشن کمیشن تحریک آزادی کے لئے او اور کی میں سے کو پر ہے تھا گیا کیا ہیں یں جس نے ان کے ساتھ بعد وقت قوم فیصلہ عد عدالت صدر پارٹی رہنما اعلان مرکزی ضلع مع مظفرآباد میرپور باغ راولاکوٹ کوٹلی پونپونچھ نیلم حویلی بھمبر سدھنوتی پاکستان انتخابات آزاد ریاست عوام نے حکومکومت جماعت مسلم لیگ ووٹ امیدوار حلقہ کامکامیابی بھارت مقبوضہ وزیراعظم سیاسی عمل مل اسمبلی نشستوں نتائج الیکشن کمیشن تحریحریک آزادی کے لئے اور کی میں سے کو پر ہے ہے تھا گیا کیا ہیں جس نے ان کے ساتھ بعدبعد وقت قوم فیصلہ عدالت صدر پارٹی رہنما ما اعلان: [872, 442, 987, 640]
- article-number: 9: [804, 735, 830, 754]
- news-article: [731, 286, 848, 734]
- news-article: [171, 1377, 288, 1528]
- article-heading-bar: [591, 1554, 708, 1573]
- article-heading-bar: [731, 1424, 848, 1443]
- article-number: 38: [244, 1017, 270, 1036]
- news-article: [451, 20, 568, 121]
- page-number: (7): [480, 1, 497, 12]
- article-heading-bar: [171, 1377, 288, 1396]
- fern-leaf-icon: [132, 752, 147, 767]
- fern-leaf-icon: [972, 644, 987, 659]
- article-number: 5: [944, 1544, 970, 1563]
- article-body: ائج الیکشن کمیشن تحریک آزادی کے لئے اور ور کی میں سے کو پر ہے تھا گیا کیا ہیں جس جس نے ان کے ساتھ بعد وقت قوم فیصلہ عدالدالت صدر پارٹی رہنما اعلان مرکزی ضلع مظفمظفرآباد میرپور باغ: [172, 436, 287, 496]
- fern-leaf-icon: [552, 1391, 567, 1406]
- article-heading-bar: [871, 1283, 988, 1302]
- news-article: [31, 750, 148, 901]
- article-body: اعلان مرکزی ضلع مظفرآباد میرپور باغ راولاولاکوٹ کوٹلی پونچھ نیلم حویلی بھمبر سدھسدھنوتی یاست عوام نے حکومت جماعت مسلم لیگ ووٹ ام امیدوار حلقہ کامیابی بھارت مقبوضہ وزیرایراعظم سیاسی عمل اسمبلی نشستوں نتائج الیالیکشن کمیشن تحریک آزادی کے لئے اور کی می میں سے کو پر ہے تھا گیا کیا ہیں جس نے نے ان کے ساتھ بعد وقت قوم فیصلہ عدالت صد صدر پارٹی رہنما اعلان مرکزی ضلع مظفرآباآباد میرپور باغ راولاک: [32, 771, 147, 900]
- article-body: غ راولاکوٹ کوٹلی پونچھ نیلم حویلی بھمبر بر سدھنوتی د ریاست عوام نے حکومت جماعت مسلم لیگ ووٹووٹ امیدوار حلقہ کامیابی بھارت مقبوضہ وز وزیراعظم سیاسی عمل اسمبلی نشستوں نتائج ئج الیکشن کمیشن تحریک آزادی کے لئے اور کر کی میں سے کو پر ہے تھا گیا کیا ہیں جس جس نے ان کے ساتھ بعد وقت قوم فیصلہ عدالتالت صدر پارٹی رہنما اعلان مرکزی ضلع مظفرظفرآباد میرپور باغ راولاکوٹ کوٹلی پونچھ چھ نیلم حویلی بھمبر سدھنوتی ستان انتخابات آزاد ری: [872, 664, 987, 802]
- article-body: یرپور باغ راولاکوٹ کوٹلی پونچھ نیلم حویلویلی بھمبر سدھنوتی ابات آزاد ریاست عوام نے حکومت جماعت مسلمسلم لیگ ووٹ امیدوار حلقہ کامیابی بھارت مت مقبوضہ وزیراعظم سیاسی عمل اسمبلی نشستوستوں نتائج الیکشن کمیشن تحریک آزادی کے لے لئے اور کی میں سے کو پر ہے تھا گیا کیاکیا ہیں جس نے ان کے ساتھ بعد وقت قوم فیصفیصلہ عدالت صدر پارٹی رہنما اعلان مرکزی زی ضلع مظفرآباد میرپور باغ راولاکوٹ کوٹلوٹلی پونچھ نیلم حویلی بھمبر سدھنوتی شمیر پاکستان انتخابات آزاد ریاست عوام نے نے حکومت جماعت مسلم لیگ ووٹ امیدوار حلقحلقہ کامیابی بھارت مقبوضہ وزیراعظم سیاسیاسی عمل اسمبلی نشستوں نتائج الیکشن کمیشنیشن تحریک آزادی کے لئے اور کی میں سے کو کو پر ہے تھا گیا کیا ہیں جس نے ان کے ساتساتھ بعد وقت قوم فیصلہ عدالت صدر پارٹی ری رہنما اعلان مرکزی ضلع مظفرآباد میرپور ور باغ راولاکوٹ کوٹلی پونچھ نیلم حویلی بی بھمبر سدھنوتی ت آزاد ریاست عوام نے حکومت جماعت مسلم لی لیگ ووٹ امیدوار حلقہ کامیابی بھارت مقبوقبوضہ وزیراعظم سیاسی عمل اسمبلی نشستوں نں نتائج الیکشن کمیشن تحریک آزادی کے لئے ئے اور کی میں سے کو پر ہے تھا گیا کیا ہی ہیں جس نے ان کے ساتھ بعد وقت قوم فیصلہ لہ عدالت صدر پارٹی: [871, 1566, 987, 1913]
- article-number: 6: [944, 420, 970, 439]
- article-heading-bar: [871, 805, 988, 824]
- news-article: [731, 1162, 848, 1422]
- article-number: 25: [664, 1243, 690, 1262]
- article-body: توں نتائج الیکشن کمیشن تحریک آزادی کے لئ لئے اور کی میں سے کو پر ہے تھا گیا کیا یا ہیں جس نے ان کے ساتھ بعد وقت قوم فیصلیصلہ عدالت صدر پارٹی رہنما اعلان مرکزی ضی ضلع مظفرآباد میرپور باغ راولاکوٹ کوٹلیٹلی پونچھ نیلم حویلی بھمبر سدھنوتی میر پاکستان انتخابات آزاد ریاست عوام نے نے حکومت جماعت مسلم لیگ و: [732, 1445, 847, 1545]
- news-article: [31, 676, 148, 748]
- news-article: [31, 1416, 148, 1487]
- column-rule: [859, 18, 860, 1650]
- article-body: ارت مقبوضہ وزیراعظم سیاسی عمل اسمبلی نشسنشستوں نتائج الیکشن کمیشن تحریک آزادی کے کے لئے اور کی میں سے کو پر ہے تھا گیا کا کیا ہیں جس نے ان کے ساتھ بعد وقت قوم فم فیصلہ عدالت صدر پارٹی رہنما اعلان مرکزرکزی ضلع مظفرآباد میرپور باغ راولاکوٹ کو کوٹلی پونچھ نیلم حویلی بھمبر سدھنوتی ام نے حکومت جماعت مسلم لیگ ووٹ امیدوار حر حلقہ کامیابی بھارت مقبوضہ وزیراعظم سیاسیاسی عمل اسمبلی نشستوں نتائج الیکشن کمیکمیشن تحریک آزادی کے لئے اور کی میں سے کے کو پر ہے تھا گیا کیا ہیں جس نے ان کے سے ساتھ بعد وقت قوم فیصلہ عدالت صدر پارٹیرٹی رہنما اعلان مرکزی ضلع مظفرآباد میرپورپور باغ راولاکوٹ کوٹلی پونچھ نیلم حویلییلی بھمبر سدھنوتی بات آزاد ریاست عوام نے حکومت جماعت مسلم لم لیگ ووٹ امیدوار حلقہ کامیابی بھارت مق مقبوضہ وزیراعظم سیاسی: [732, 1184, 847, 1422]
- fern-leaf-icon: [272, 417, 287, 432]
- fern-leaf-icon: [132, 595, 147, 610]
- news-article: [591, 177, 708, 328]
- article-number: 11: [804, 882, 830, 901]
- fern-leaf-icon: [132, 678, 147, 693]
- news-article: [871, 918, 988, 1197]
- article-heading-bar: [31, 593, 148, 612]
- fern-leaf-icon: [832, 737, 847, 752]
- page-header: [0, 0, 995, 15]
- article-body: ضہ وزیراعظم سیاسی عمل اسمبلی نشستوں نتائتائج الیکشن کمیشن تحریک آزادی کے لئے اوراور کی میں سے کو پر ہے تھا گیا کیا ہیں جں جس نے ان کے ساتھ بعد وقت قوم: [732, 234, 847, 283]
- fern-leaf-icon: [832, 884, 847, 899]
- article-body: نیلم حویلی بھمبر سدھنوتی ن انتخابات آزاد ریاست عوام نے حکومت جماعماعت مسلم لیگ ووٹ امیدوار: [32, 924, 147, 954]
- article-number: 39: [244, 1377, 270, 1396]
- article-number: 47: [104, 1416, 130, 1435]
- fern-leaf-icon: [412, 383, 427, 398]
- news-column: [871, 18, 988, 1913]
- article-body: اسمبلی نشستوں نتائج الیکشن کمیشن تحریک آک آزادی کے لئے اور کی میں سے کو پر ہے تھ تھا گیا کیا ہیں جس نے ان کے ساتھ بعد وق وقت قوم فیصلہ عدالت صدر پارٹی: [32, 698, 147, 747]
- article-body: عمل اسمبلی نشستوں نتائج الیکشن کمیشن تحرتحریک آزادی کے لئے اور کی میں سے کو پر ہر ہے تھا گیا کیا ہیں جس نے ان کے ساتھ بع بعد وقت قوم فیصلہ عدالت صدر پارٹی رہنمانما اعلان مرکزی ضلع: [592, 351, 707, 411]
- article-heading-bar: [311, 381, 428, 400]
- news-article: [871, 1283, 988, 1543]
- fern-leaf-icon: [132, 1418, 147, 1433]
- column-rule: [439, 18, 440, 1650]
- article-number: 17: [804, 1162, 830, 1181]
- article-heading-bar: [871, 1199, 988, 1218]
- article-body: بھارت مقبوضہ وزیراعظم سیاسی عمل اسمبلی نی نشستوں نتائج الیکشن کمیشن تحریک آزادی دی کے لئے اور کی میں سے کو پر ہے تھا گیاگیا کیا ہیں جس نے ان کے ساتھ بعد وقت قومقوم فیصلہ عدالت صدر پارٹی رہنما اعلان مر مرکزی ضلع مظفرآباد میرپور باغ راولاکوٹ وٹ کوٹلی پونچھ نیلم حویلی بھمبر سدھنوتی تی عوام نے حکومت جماعت مسلم لیگ ووٹ امیدواروار حلقہ کامیابی بھارت مقبوضہ وزیراعظم سم سیاسی عمل اسمبلی نشستوں نتائج الیکشن کن کمیشن تحریک آزادی کے لئے اور کی میں سے سے کو پر ہے تھا گیا کیا ہیں جس نے ان کے کے ساتھ بعد وقت قوم فیصلہ عدالت صدر پارپارٹی رہنما اعلان مرکزی ضلع مظفرآباد میرمیرپور باغ راولاکوٹ کوٹلی پونچھ نیلم حویحویلی بھمبر سدھنوتی خابات آزاد ریاست عوام نے حکومت جماعت مسلمسلم لیگ ووٹ امیدوار حلقہ کامیابی بھارت رت مقبوضہ وزیراعظم سیاسی عمل اسمبلی نشستشستوں نتائج الیکشن کمیشن تحریک آزادی کے کے لئے اور کی میں سے کو پر ہے تھا گیا کی کیا ہیں جس نے ان کے ساتھ بعد وقت قوم فی فیصلہ عدالت صدر پارٹی رہنما اعلان مرکزیکزی ضلع مظفرآباد میرپور باغ راولاکوٹ کوٹکوٹلی پونچھ نیلم حویلی بھمبر سدھنوتی کشمیر پاکستان انتخابات آزاد ریاست عوام ن: [172, 1038, 287, 1375]
